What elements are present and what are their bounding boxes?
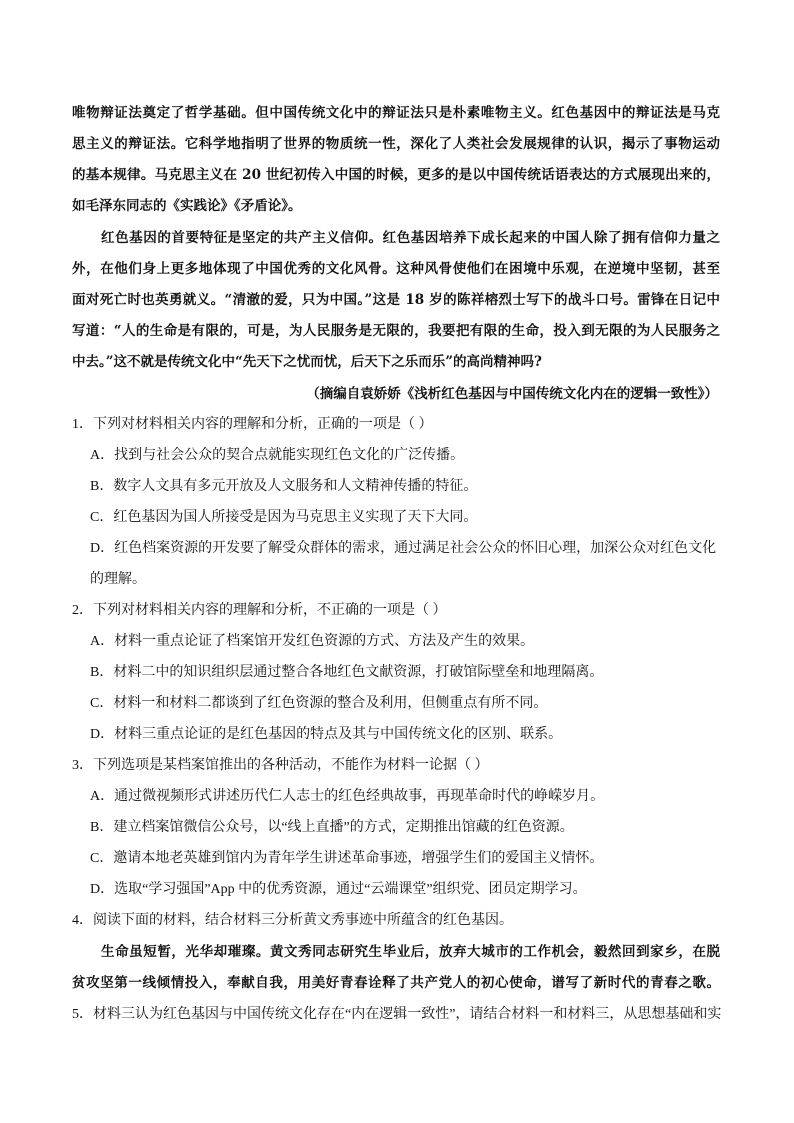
question-3-option-a: A．通过微视频形式讲述历代仁人志士的红色经典故事，再现革命时代的峥嵘岁月。 [90, 789, 605, 804]
question-1-option-c: C．红色基因为国人所接受是因为马克思主义实现了天下大同。 [90, 510, 478, 525]
question-1-option-b: B．数字人文具有多元开放及人文服务和人文精神传播的特征。 [90, 479, 478, 494]
question-2-option-d: D．材料三重点论证的是红色基因的特点及其与中国传统文化的区别、联系。 [90, 727, 563, 742]
question-2-option-b: B．材料二中的知识组织层通过整合各地红色文献资源，打破馆际壁垒和地理隔离。 [90, 665, 604, 680]
question-3-stem: 3．下列选项是某档案馆推出的各种活动，不能作为材料一论据（ ） [72, 758, 489, 773]
question-4-material-line: 生命虽短暂，光华却璀璨。黄文秀同志研究生毕业后，放弃大城市的工作机会，毅然回到家乡，在脱 [101, 944, 720, 960]
question-1-option-d-cont: 的理解。 [90, 572, 146, 587]
question-1-stem: 1．下列对材料相关内容的理解和分析，正确的一项是（ ） [72, 417, 433, 432]
question-1-option-a: A．找到与社会公众的契合点就能实现红色文化的广泛传播。 [90, 448, 465, 463]
passage-line: 思主义的辩证法。它科学地指明了世界的物质统一性，深化了人类社会发展规律的认识，揭示了事物运动 [72, 136, 720, 152]
question-5-stem: 5．材料三认为红色基因与中国传统文化存在“内在逻辑一致性”，请结合材料一和材料三，从思想基础和实 [72, 1007, 722, 1022]
passage-line: 红色基因的首要特征是坚定的共产主义信仰。红色基因培养下成长起来的中国人除了拥有信仰力量之 [101, 230, 720, 246]
passage-source: （摘编自袁娇娇《浅析红色基因与中国传统文化内在的逻辑一致性》） [306, 386, 718, 402]
question-4-stem: 4．阅读下面的材料，结合材料三分析黄文秀事迹中所蕴含的红色基因。 [72, 913, 513, 928]
question-1-option-d: D．红色档案资源的开发要了解受众群体的需求，通过满足社会公众的怀旧心理，加深公众对红色文化 [90, 541, 717, 556]
passage-line: 写道：“人的生命是有限的，可是，为人民服务是无限的，我要把有限的生命，投入到无限的为人民服务之 [72, 323, 720, 339]
passage-line: 外，在他们身上更多地体现了中国优秀的文化风骨。这种风骨使他们在困境中乐观，在逆境中坚韧，甚至 [72, 261, 720, 277]
passage-line: 如毛泽东同志的《实践论》《矛盾论》。 [72, 198, 302, 214]
question-2-option-c: C．材料一和材料二都谈到了红色资源的整合及利用，但侧重点有所不同。 [90, 696, 548, 711]
question-3-option-d: D．选取“学习强国”App 中的优秀资源，通过“云端课堂”组织党、团员定期学习。 [90, 882, 587, 897]
passage-line: 中去。”这不就是传统文化中“先天下之忧而忧，后天下之乐而乐”的高尚精神吗? [72, 354, 542, 370]
passage-line: 面对死亡时也英勇就义。“清澈的爱，只为中国。”这是 18 岁的陈祥榕烈士写下的战斗口号。雷锋在日记中 [72, 292, 720, 308]
question-3-option-c: C．邀请本地老英雄到馆内为青年学生讲述革命事迹，增强学生们的爱国主义情怀。 [90, 851, 604, 866]
question-2-option-a: A．材料一重点论证了档案馆开发红色资源的方式、方法及产生的效果。 [90, 634, 535, 649]
question-2-stem: 2．下列对材料相关内容的理解和分析，不正确的一项是（ ） [72, 603, 447, 618]
passage-line: 的基本规律。马克思主义在 20 世纪初传入中国的时候，更多的是以中国传统话语表达的方式展现出来的， [72, 167, 720, 183]
question-4-material-line: 贫攻坚第一线倾情投入，奉献自我，用美好青春诠释了共产党人的初心使命，谱写了新时代的青春之歌。 [72, 975, 720, 991]
question-3-option-b: B．建立档案馆微信公众号，以“线上直播”的方式，定期推出馆藏的红色资源。 [90, 820, 574, 835]
passage-line: 唯物辩证法奠定了哲学基础。但中国传统文化中的辩证法只是朴素唯物主义。红色基因中的辩证法是马克 [72, 105, 720, 121]
